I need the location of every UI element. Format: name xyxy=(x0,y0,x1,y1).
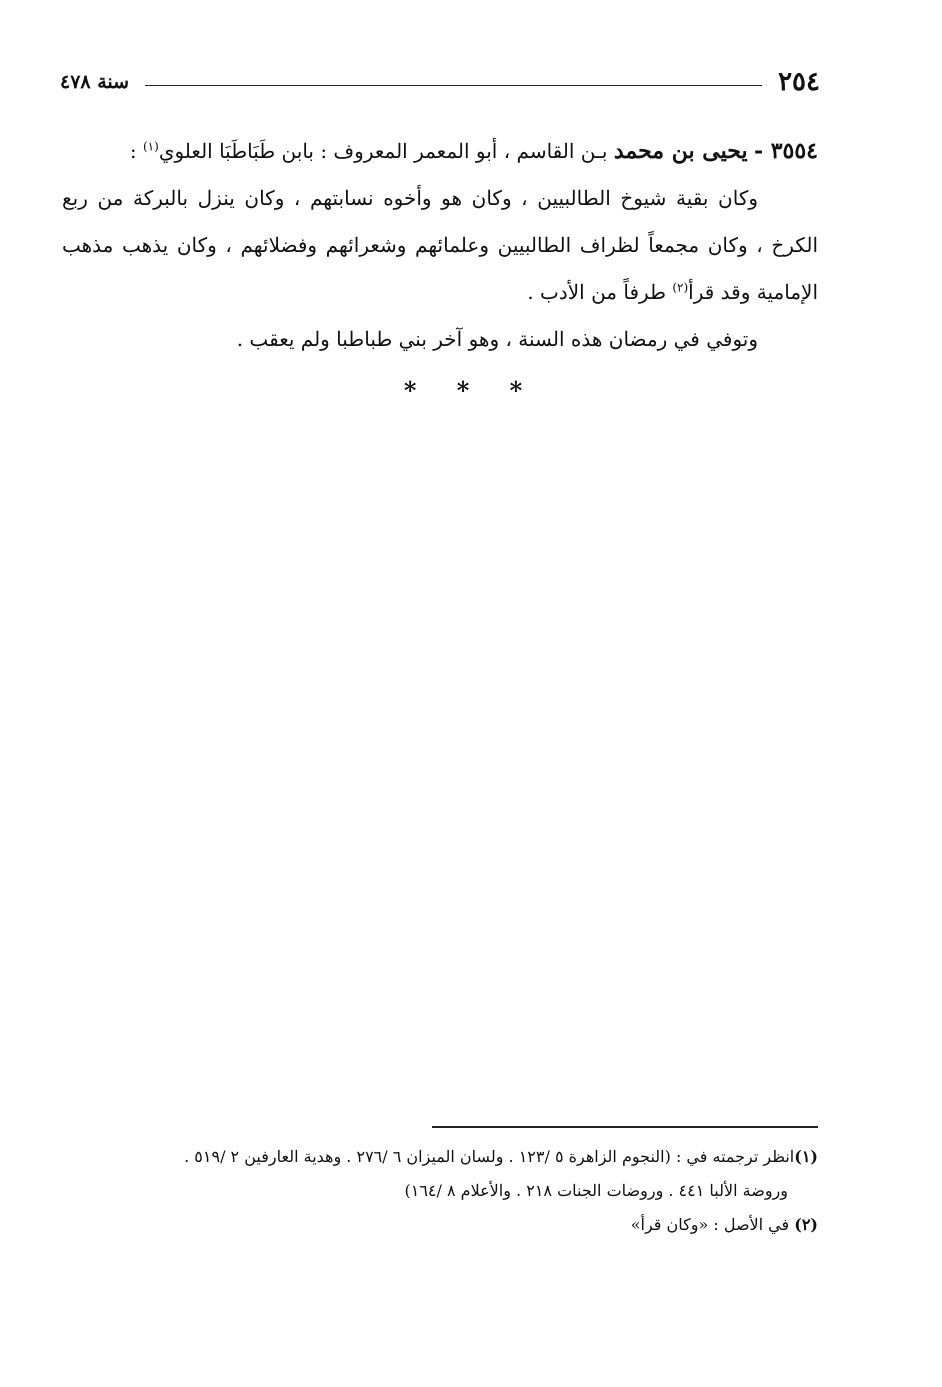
entry-heading xyxy=(62,128,818,175)
page-number: ٢٥٤ xyxy=(778,67,820,97)
footnote-2-text: في الأصل : «وكان قرأ» xyxy=(630,1215,795,1234)
year-label: سنة ٤٧٨ xyxy=(60,71,130,93)
paragraph-2: وتوفي في رمضان هذه السنة ، وهو آخر بني طباطبا ولم يعقب . xyxy=(236,327,758,351)
footnote-1-line1: انظر ترجمته في : (النجوم الزاهرة ٥ /١٢٣ . ولسان الميزان ٦ /٢٧٦ . وهدية العارفين ٢ /٥١٩ . xyxy=(184,1147,795,1166)
entry-body xyxy=(62,128,818,363)
footnote-rule xyxy=(432,1126,818,1128)
footnote-1-continuation: وروضة الألبا ٤٤١ . وروضات الجنات ٢١٨ . والأعلام ٨ /١٦٤) xyxy=(404,1181,788,1200)
section-separator: * * * xyxy=(403,376,539,405)
footnotes xyxy=(66,1140,818,1242)
entry-title-end: : xyxy=(129,139,143,163)
header-rule xyxy=(145,85,762,86)
footnote-1 xyxy=(66,1140,818,1174)
running-header xyxy=(60,62,820,102)
entry-title-rest: بـن القاسم ، أبو المعمر المعروف : بابن طَبَاطَبَا العلوي xyxy=(158,139,608,163)
paragraph-1-text: وكان بقية شيوخ الطالبيين ، وكان هو وأخوه نسابتهم ، وكان ينزل بالبركة من ربع الكرخ ، وكان مجمعاً لظراف الطالبيين وعلمائهم وشعرائهم وفضلائهم ، وكان يذهب مذهب الإمامية وقد قرأ xyxy=(62,186,818,304)
entry-name: يحيى بن محمد xyxy=(613,138,748,164)
paragraph-1-end: طرفاً من الأدب . xyxy=(527,280,673,304)
footnote-ref-1[interactable]: (١) xyxy=(142,139,159,154)
footnote-1-marker: (١) xyxy=(794,1147,818,1166)
footnote-2-marker: (٢) xyxy=(794,1215,818,1234)
footnote-ref-2[interactable]: (٢) xyxy=(672,280,689,295)
paragraph-1 xyxy=(62,175,818,316)
footnote-2 xyxy=(66,1208,818,1242)
entry-number: ٣٥٥٤ - xyxy=(753,138,818,164)
